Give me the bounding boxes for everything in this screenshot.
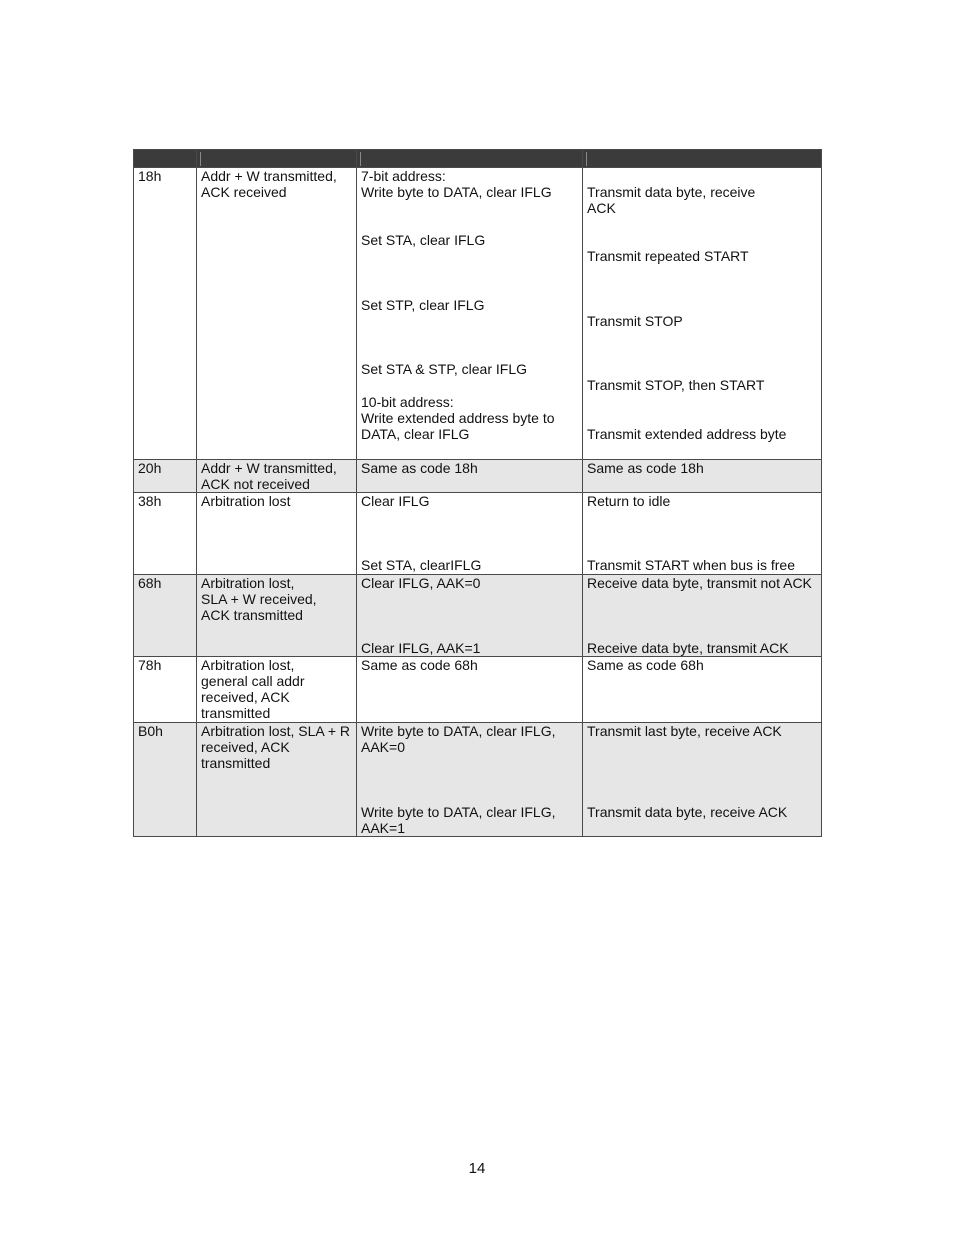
action-text: Write byte to DATA, clear IFLG, AAK=1: [361, 803, 556, 836]
code-cell: 78h: [134, 656, 197, 722]
action-text: 7-bit address: Write byte to DATA, clear IFLG: [361, 168, 552, 201]
status-cell: Arbitration lost, general call addr received, ACK transmitted: [197, 656, 357, 722]
action-cell: [357, 722, 583, 836]
action-cell: [357, 493, 583, 574]
result-text: Transmit data byte, receive ACK: [587, 184, 756, 217]
status-cell: Arbitration lost, SLA + W received, ACK transmitted: [197, 574, 357, 656]
result-text: Return to idle: [587, 493, 671, 510]
action-text: Clear IFLG, AAK=1: [361, 639, 481, 656]
code-cell: B0h: [134, 722, 197, 836]
result-text: Transmit data byte, receive ACK: [587, 803, 788, 820]
result-cell: Same as code 68h: [583, 656, 822, 722]
result-cell: Same as code 18h: [583, 460, 822, 493]
code-cell: 20h: [134, 460, 197, 493]
code-cell: 68h: [134, 574, 197, 656]
status-code-table: [133, 149, 822, 837]
status-cell: Arbitration lost: [197, 493, 357, 574]
action-text: Clear IFLG: [361, 493, 430, 510]
result-text: Receive data byte, transmit ACK: [587, 639, 789, 656]
result-text: Transmit last byte, receive ACK: [587, 722, 782, 739]
header-cell-action: [357, 150, 583, 168]
action-cell: [357, 168, 583, 460]
table-row: [134, 574, 822, 656]
action-text: Set STA & STP, clear IFLG: [361, 361, 527, 377]
table-row: [134, 493, 822, 574]
action-text: Set STA, clear IFLG: [361, 232, 486, 248]
action-text: Set STA, clearIFLG: [361, 557, 482, 574]
result-text: Receive data byte, transmit not ACK: [587, 574, 812, 591]
result-cell: [583, 574, 822, 656]
page-number: 14: [468, 1160, 486, 1177]
header-cell-status: [197, 150, 357, 168]
code-cell: 18h: [134, 168, 197, 460]
table-header-row: [134, 150, 822, 168]
table-row: [134, 656, 822, 722]
action-cell: Same as code 18h: [357, 460, 583, 493]
result-text: Transmit START when bus is free: [587, 557, 795, 574]
result-text: Transmit STOP, then START: [587, 377, 765, 393]
action-text: 10-bit address: Write extended address byte to DATA, clear IFLG: [361, 394, 555, 443]
status-cell: Addr + W transmitted, ACK not received: [197, 460, 357, 493]
result-cell: [583, 168, 822, 460]
header-cell-result: [583, 150, 822, 168]
action-text: Clear IFLG, AAK=0: [361, 574, 481, 591]
action-cell: Same as code 68h: [357, 656, 583, 722]
action-text: Write byte to DATA, clear IFLG, AAK=0: [361, 722, 556, 755]
action-text: Set STP, clear IFLG: [361, 297, 485, 313]
status-cell: Addr + W transmitted, ACK received: [197, 168, 357, 460]
table-row: [134, 722, 822, 836]
status-cell: Arbitration lost, SLA + R received, ACK transmitted: [197, 722, 357, 836]
result-text: Transmit repeated START: [587, 248, 749, 264]
result-text: Transmit STOP: [587, 313, 683, 329]
code-cell: 38h: [134, 493, 197, 574]
header-cell-code: [134, 150, 197, 168]
action-cell: [357, 574, 583, 656]
result-text: Transmit extended address byte: [587, 426, 787, 443]
result-cell: [583, 722, 822, 836]
result-cell: [583, 493, 822, 574]
table-row: [134, 460, 822, 493]
table-row: [134, 168, 822, 460]
